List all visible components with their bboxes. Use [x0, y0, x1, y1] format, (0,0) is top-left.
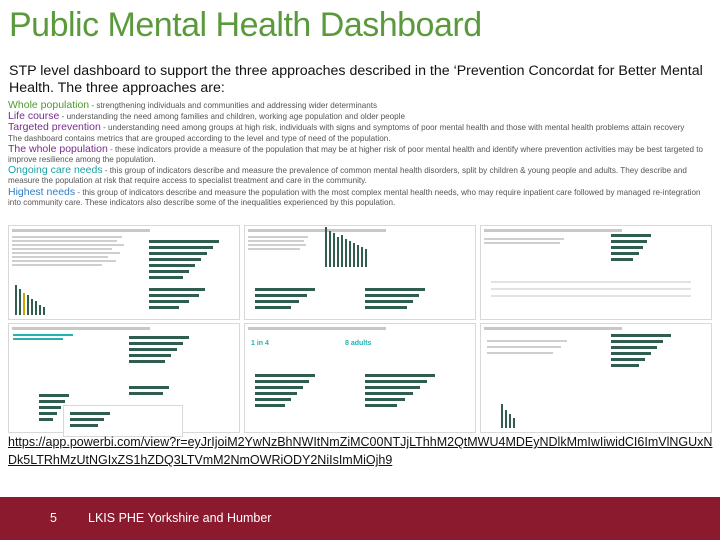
- indicator-ongoing-care: [8, 165, 713, 186]
- indicator-whole-population: [8, 144, 713, 165]
- approach-whole-population: [8, 100, 713, 111]
- page-number: 5: [50, 511, 57, 525]
- indicator-key: Highest needs: [8, 185, 76, 198]
- dashboard-thumbnails: [8, 225, 712, 465]
- thumbnail-headline: 1 in 4: [251, 340, 269, 347]
- thumbnail-headline: 8 adults: [345, 340, 372, 347]
- dashboard-thumbnail-adults[interactable]: [244, 323, 476, 433]
- approach-life-course: [8, 111, 713, 122]
- dashboard-contains-text: The dashboard contains metrics that are grouped according to the level and type of need of the population.: [8, 133, 391, 143]
- dashboard-thumbnail-population[interactable]: [480, 225, 712, 320]
- slide-subtitle: STP level dashboard to support the three approaches described in the ‘Prevention Concordat for Better Mental Health. The three approaches are:: [9, 63, 703, 96]
- dashboard-link[interactable]: https://app.powerbi.com/view?r=eyJrIjoiM2YwNzBhNWItNmZiMC00NTJjLThhM2QtMWU4MDEyNDlkMmIwIiwidCI6ImVlNGUxNDk5LTRhMzUtNGIxZS1hZDQ3LTVmM2NmOWRiODY2NiIsImMiOjh9: [8, 435, 713, 467]
- footer-org: LKIS PHE Yorkshire and Humber: [88, 511, 272, 525]
- indicator-text: - this group of indicators describe and measure the prevalence of common mental health disorders, split by children & young people and adults. They describe and measure the population at risk that require access to specialist treatment and care in the community.: [8, 166, 687, 186]
- approach-text: - strengthening individuals and communities and addressing wider determinants: [89, 101, 378, 110]
- indicator-text: - these indicators provide a measure of the population that may be at higher risk of poor mental health and identify where prevention activities may be best targeted to improve resilience among the population.: [8, 144, 704, 165]
- slide-footer: [0, 497, 720, 540]
- indicator-key: The whole population: [8, 142, 108, 155]
- approach-key: Whole population: [8, 100, 90, 111]
- dashboard-thumbnail-overview[interactable]: [8, 225, 240, 320]
- approach-targeted-prevention: [8, 122, 713, 133]
- approach-text: - understanding need among groups at high risk, individuals with signs and symptoms of poor mental health and those with mental health problems attain recovery: [100, 123, 685, 133]
- indicator-highest-needs: [8, 187, 713, 208]
- approach-text: - understanding the need among families and children, working age population and older people: [59, 112, 405, 122]
- approach-key: Targeted prevention: [8, 122, 101, 134]
- approaches-list: [8, 100, 713, 208]
- slide-title: Public Mental Health Dashboard: [9, 6, 482, 44]
- dashboard-thumbnail-life-course[interactable]: [244, 225, 476, 320]
- approach-key: Life course: [8, 111, 60, 123]
- indicator-key: Ongoing care needs: [8, 164, 103, 177]
- indicator-text: - this group of indicators describe and measure the population with the most complex mental health needs, who may require inpatient care followed by managed re-integration into community care. These indicators also describe some of the inequalities experienced by this population.: [8, 187, 701, 207]
- dashboard-thumbnail-highest-needs[interactable]: [480, 323, 712, 433]
